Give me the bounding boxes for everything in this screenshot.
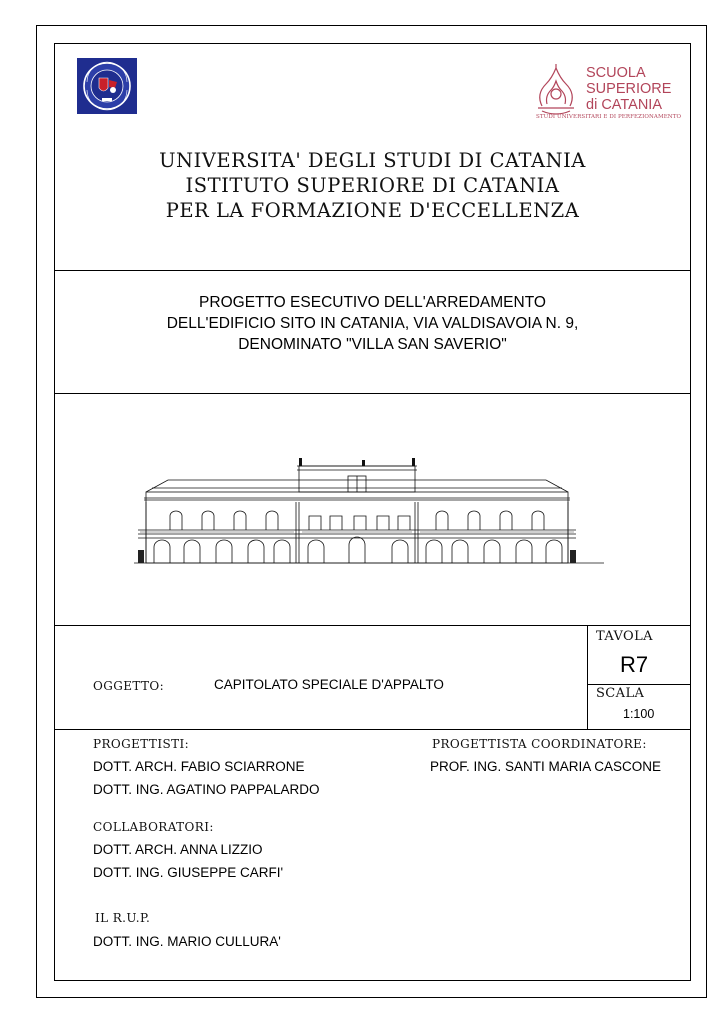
project-line-1: PROGETTO ESECUTIVO DELL'ARREDAMENTO (199, 294, 546, 311)
logo-line-scuola: SCUOLA (586, 65, 646, 81)
divider-drawing (54, 625, 691, 626)
divider-sheet-info (587, 625, 588, 729)
rup-label: IL R.U.P. (95, 911, 151, 925)
tavola-value: R7 (620, 652, 649, 677)
divider-header (54, 270, 691, 271)
title-line-2: ISTITUTO SUPERIORE DI CATANIA (185, 174, 560, 197)
tavola-label: TAVOLA (596, 629, 653, 644)
collaboratore-2: DOTT. ING. GIUSEPPE CARFI' (93, 865, 284, 880)
collaboratori-label: COLLABORATORI: (93, 820, 214, 834)
subject-value: CAPITOLATO SPECIALE D'APPALTO (214, 677, 444, 692)
progettista-1: DOTT. ARCH. FABIO SCIARRONE (93, 759, 305, 774)
progettisti-label: PROGETTISTI: (93, 737, 190, 751)
coordinatore-label: PROGETTISTA COORDINATORE: (432, 737, 647, 751)
subject-label: OGGETTO: (93, 679, 165, 693)
divider-subject (54, 729, 691, 730)
collaboratore-1: DOTT. ARCH. ANNA LIZZIO (93, 842, 263, 857)
logo-line-superiore: SUPERIORE (586, 81, 672, 97)
logo-tagline: STUDI UNIVERSITARI E DI PERFEZIONAMENTO (536, 114, 682, 120)
logo-line-catania: di CATANIA (586, 97, 663, 113)
divider-project (54, 393, 691, 394)
title-line-3: PER LA FORMAZIONE D'ECCELLENZA (165, 199, 580, 222)
scala-label: SCALA (596, 686, 645, 701)
rup-name: DOTT. ING. MARIO CULLURA' (93, 934, 281, 949)
progettista-2: DOTT. ING. AGATINO PAPPALARDO (93, 782, 320, 797)
university-seal-icon (77, 58, 137, 114)
scala-value: 1:100 (623, 707, 655, 721)
coordinatore-name: PROF. ING. SANTI MARIA CASCONE (430, 759, 662, 774)
title-line-1: UNIVERSITA' DEGLI STUDI DI CATANIA (159, 149, 586, 172)
building-facade-drawing (134, 458, 604, 568)
project-line-2: DELL'EDIFICIO SITO IN CATANIA, VIA VALDISAVOIA N. 9, (166, 315, 579, 332)
project-line-3: DENOMINATO "VILLA SAN SAVERIO" (238, 336, 507, 353)
divider-tavola-scala (587, 684, 691, 685)
